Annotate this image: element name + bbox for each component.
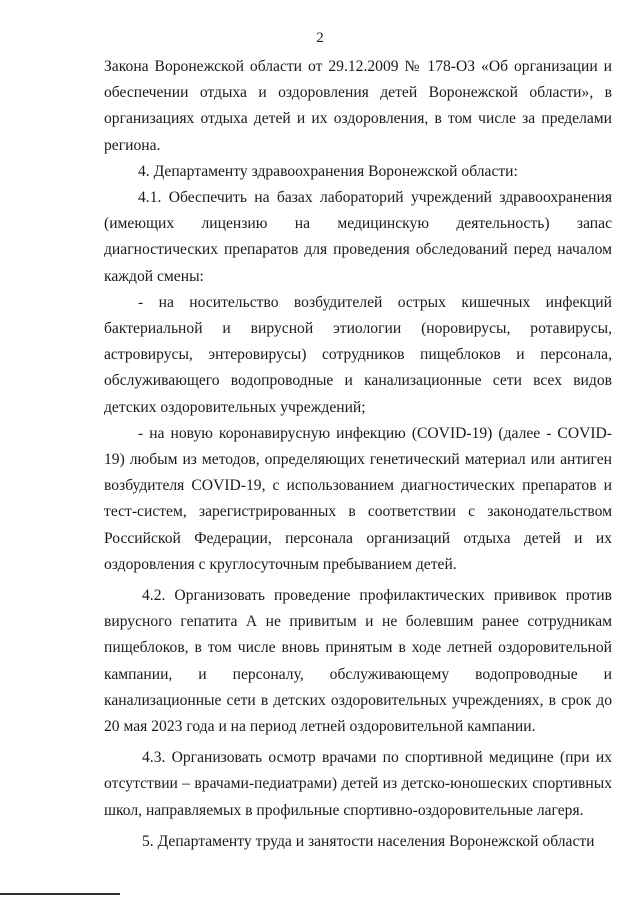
paragraph-item-4-2: 4.2. Организовать проведение профилактических прививок против вирусного гепатита А не привитым и не болевшим ранее сотрудникам пищеблоков, в том числе вновь принятым в ходе летней оздоровительной кампании, и персоналу, обслуживающему водопроводные и канализационные сети в детских оздоровительных учреждениях, в срок до 20 мая 2023 года и на период летней оздоровительной кампании. — [104, 587, 612, 736]
paragraph-item-4-1: 4.1. Обеспечить на базах лабораторий учреждений здравоохранения (имеющих лицензию на медицинскую деятельность) запас диагностических препаратов для проведения обследований перед началом каждой смены: — [104, 189, 612, 285]
document-body — [104, 54, 612, 855]
paragraph-bullet-intestinal-infections: - на носительство возбудителей острых кишечных инфекций бактериальной и вирусной этиологии (норовирусы, ротавирусы, астровирусы, энтеровирусы) сотрудников пищеблоков и персонала, обслуживающего водопроводные и канализационные сети всех видов детских оздоровительных учреждений; — [104, 293, 612, 416]
page-number: 2 — [316, 30, 324, 46]
paragraph-item-4: 4. Департаменту здравоохранения Воронежской области: — [138, 162, 518, 180]
paragraph-bullet-covid: - на новую коронавирусную инфекцию (COVID-19) (далее - COVID-19) любым из методов, определяющих генетический материал или антиген возбудителя COVID-19, с использованием диагностических препаратов и тест-систем, зарегистрированных в соответствии с законодательством Российской Федерации, персонала организаций отдыха детей и их оздоровления с круглосуточным пребыванием детей. — [104, 424, 612, 573]
footnote-rule — [0, 893, 120, 895]
paragraph-law-reference: Закона Воронежской области от 29.12.2009 № 178-ОЗ «Об организации и обеспечении отдыха и оздоровления детей Воронежской области», в организациях отдыха детей и их оздоровления, в том числе за пределами региона. — [104, 58, 612, 154]
paragraph-item-4-3: 4.3. Организовать осмотр врачами по спортивной медицине (при их отсутствии – врачами-педиатрами) детей из детско-юношеских спортивных школ, направляемых в профильные спортивно-оздоровительные лагеря. — [104, 749, 612, 819]
paragraph-item-5: 5. Департаменту труда и занятости населения Воронежской области — [142, 832, 595, 850]
